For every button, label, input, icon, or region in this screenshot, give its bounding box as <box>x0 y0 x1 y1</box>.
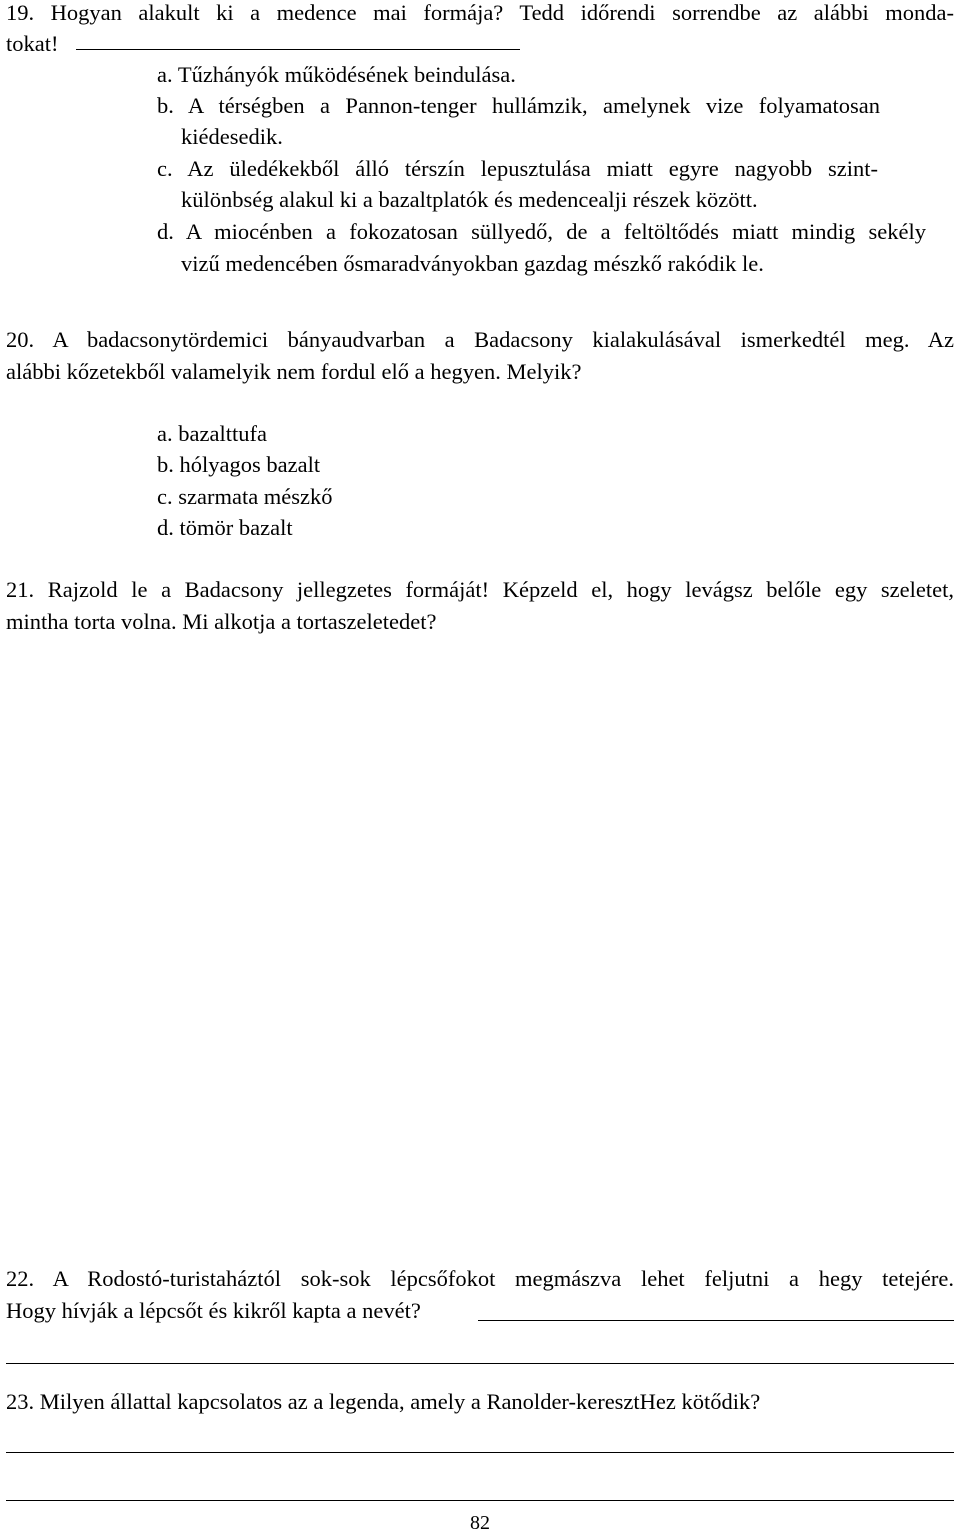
q20-option-d: d. tömör bazalt <box>157 515 293 540</box>
q23-answer-line-1[interactable] <box>6 1452 954 1453</box>
q21-text-line2: mintha torta volna. Mi alkotja a tortaszeletedet? <box>6 609 437 634</box>
q20-text-line1: 20. A badacsonytördemici bányaudvarban a Badacsony kialakulásával ismerkedtél meg. Az <box>6 327 954 352</box>
q19-option-c-line1: c. Az üledékekből álló térszín lepusztulása miatt egyre nagyobb szint- <box>157 156 878 181</box>
q19-option-d-line2: vizű medencében ősmaradványokban gazdag mészkő rakódik le. <box>181 251 764 276</box>
q19-option-a: a. Tűzhányók működésének beindulása. <box>157 62 516 87</box>
q19-text-line2: tokat! <box>6 31 59 56</box>
q22-text-line1: 22. A Rodostó-turistaháztól sok-sok lépcsőfokot megmászva lehet feljutni a hegy tetejére. <box>6 1266 954 1291</box>
q19-option-b-line2: kiédesedik. <box>181 124 283 149</box>
q22-answer-line-1[interactable] <box>478 1320 954 1321</box>
q19-option-d-line1: d. A miocénben a fokozatosan süllyedő, de a feltöltődés miatt mindig sekély <box>157 219 926 244</box>
q21-text-line1: 21. Rajzold le a Badacsony jellegzetes formáját! Képzeld el, hogy levágsz belőle egy szeletet, <box>6 577 954 602</box>
q21-drawing-area[interactable] <box>6 650 954 1250</box>
q22-text-line2: Hogy hívják a lépcsőt és kikről kapta a nevét? <box>6 1298 421 1323</box>
q20-option-c: c. szarmata mészkő <box>157 484 333 509</box>
q19-option-b-line1: b. A térségben a Pannon-tenger hullámzik, amelynek vize folyamatosan <box>157 93 880 118</box>
q19-option-c-line2: különbség alakul ki a bazaltplatók és medencealji részek között. <box>181 187 758 212</box>
page-number: 82 <box>470 1512 490 1534</box>
q23-text: 23. Milyen állattal kapcsolatos az a legenda, amely a Ranolder-keresztHez kötődik? <box>6 1389 761 1414</box>
q20-option-b: b. hólyagos bazalt <box>157 452 321 477</box>
q20-text-line2: alábbi kőzetekből valamelyik nem fordul elő a hegyen. Melyik? <box>6 359 582 384</box>
q20-option-a: a. bazalttufa <box>157 421 267 446</box>
q23-answer-line-2[interactable] <box>6 1500 954 1501</box>
q22-answer-line-2[interactable] <box>6 1363 954 1364</box>
q19-text-line1: 19. Hogyan alakult ki a medence mai formája? Tedd időrendi sorrendbe az alábbi monda- <box>6 0 954 25</box>
q19-answer-line[interactable] <box>76 49 520 50</box>
